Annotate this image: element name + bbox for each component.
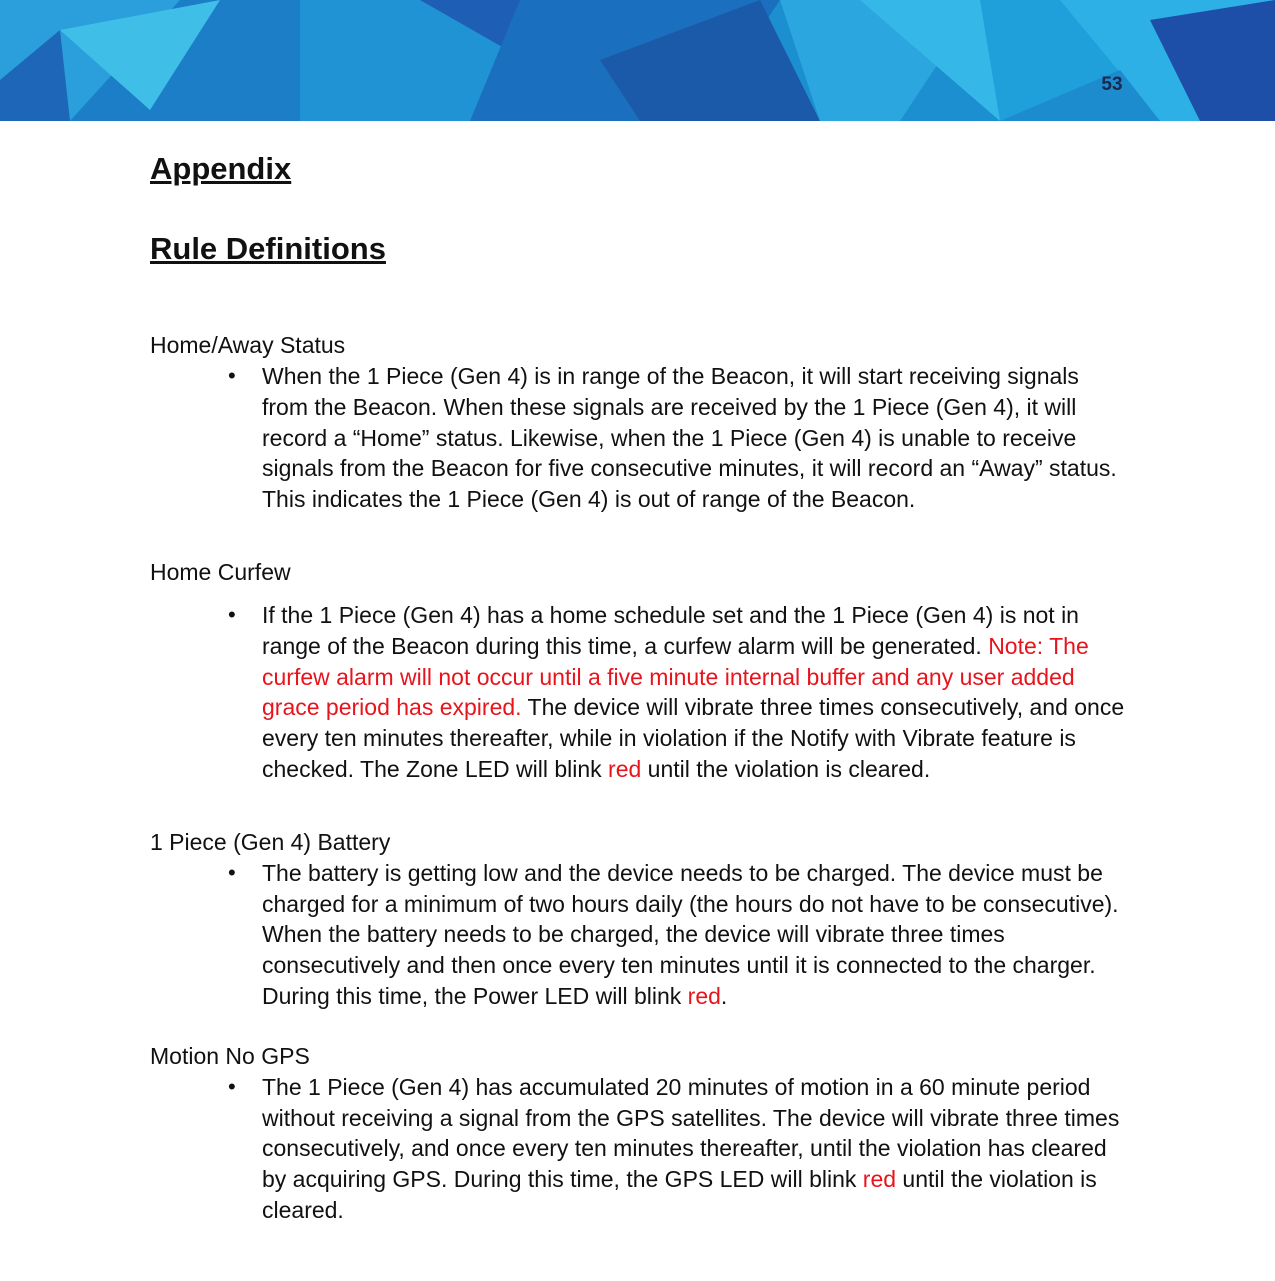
home-curfew-text-3: until the violation is cleared.: [641, 755, 931, 782]
battery-red-word: red: [687, 982, 721, 1009]
bullet-icon: •: [228, 601, 236, 627]
motion-no-gps-red-word: red: [862, 1166, 897, 1193]
home-curfew-note: Note: The curfew alarm will not occur until a five minute internal buffer and any user added grace period has expired.: [262, 632, 1089, 721]
header-banner: [0, 0, 1275, 121]
rule-definitions-heading: Rule Definitions: [150, 231, 386, 266]
battery-bullet: [150, 858, 1125, 1012]
bullet-icon: •: [228, 1073, 236, 1099]
home-away-bullet: [150, 361, 1125, 515]
home-curfew-text-2: The device will vibrate three times consecutively, and once every ten minutes thereafter, while in violation if the Notify with Vibrate feature is checked. The Zone LED will blink: [262, 694, 1125, 782]
battery-text-2: .: [720, 982, 728, 1009]
bullet-icon: •: [228, 859, 236, 885]
page-number: 53: [1101, 74, 1123, 95]
banner-graphic: [0, 0, 1275, 121]
bullet-icon: •: [228, 363, 236, 388]
battery-text-1: The battery is getting low and the device needs to be charged. The device must be charged for a minimum of two hours daily (the hours do not have to be consecutive). When the battery needs to be charged, the device will vibrate three times consecutively and then once every ten minutes until it is connected to the charger. During this time, the Power LED will blink: [262, 859, 1119, 1009]
home-away-text: When the 1 Piece (Gen 4) is in range of the Beacon, it will start receiving signals from the Beacon. When these signals are received by the 1 Piece (Gen 4), it will record a “Home” status. Likewise, when the 1 Piece (Gen 4) is unable to receive signals from the Beacon for five consecutive minutes, it will record an “Away” status. This indicates the 1 Piece (Gen 4) is out of range of the Beacon.: [262, 363, 1117, 513]
motion-no-gps-text-2: until the violation is cleared.: [262, 1166, 1097, 1223]
motion-no-gps-text-1: The 1 Piece (Gen 4) has accumulated 20 minutes of motion in a 60 minute period without receiving a signal from the GPS satellites. The device will vibrate three times consecutively, and once every ten minutes thereafter, until the violation has cleared by acquiring GPS. During this time, the GPS LED will blink: [262, 1073, 1120, 1193]
home-curfew-bullet: [150, 600, 1125, 785]
motion-no-gps-title: Motion No GPS: [150, 1042, 310, 1069]
home-curfew-text-1: If the 1 Piece (Gen 4) has a home schedule set and the 1 Piece (Gen 4) is not in range of the Beacon during this time, a curfew alarm will be generated.: [262, 601, 1079, 659]
page-content: [150, 148, 1125, 1226]
battery-title: 1 Piece (Gen 4) Battery: [150, 828, 391, 855]
home-curfew-red-word: red: [608, 755, 642, 782]
motion-no-gps-bullet: [150, 1072, 1125, 1226]
appendix-heading: Appendix: [150, 151, 292, 186]
home-curfew-title: Home Curfew: [150, 558, 291, 585]
home-away-title: Home/Away Status: [150, 332, 346, 358]
